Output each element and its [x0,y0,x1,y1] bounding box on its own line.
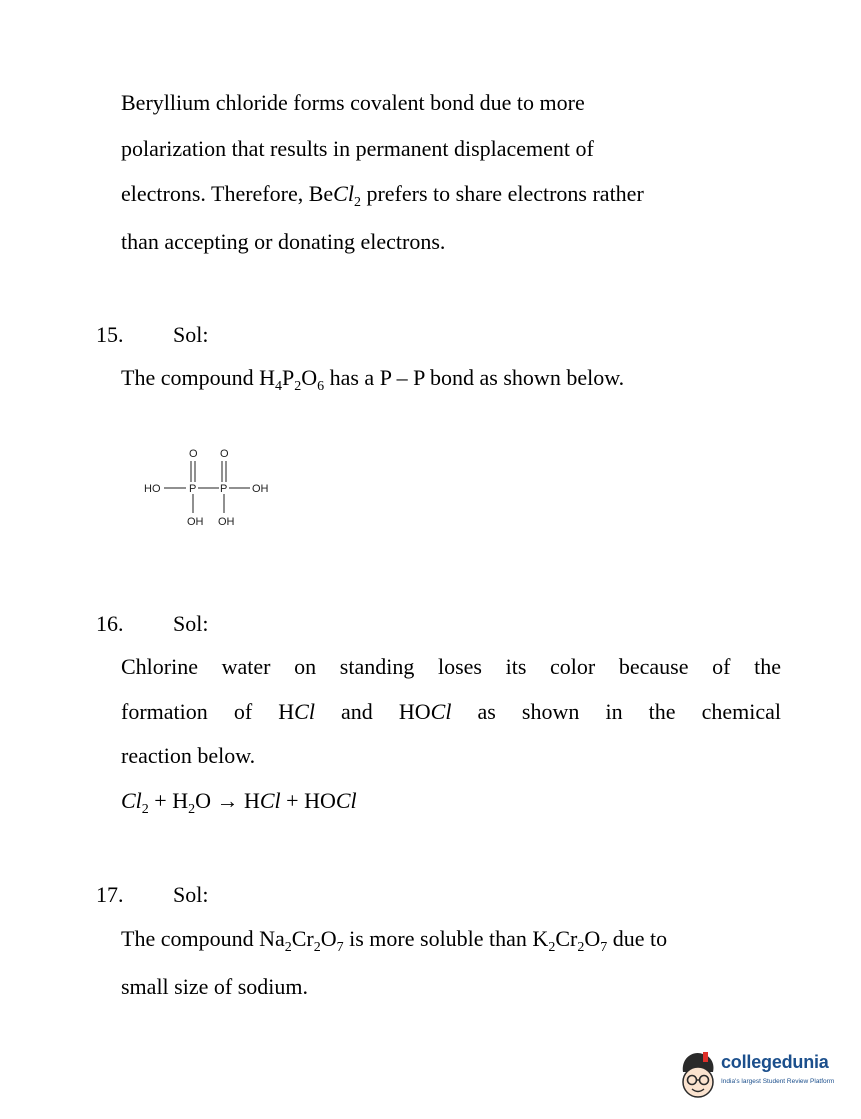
eq-plus-h: + H [148,788,189,813]
q16-line-2-pre: formation of H [121,699,295,724]
intro-line-3 [121,181,785,210]
q17-sub-3: 7 [336,940,344,955]
logo-tagline: India's largest Student Review Platform [721,1078,835,1085]
q16-line-2-cl2: Cl [430,699,452,724]
q15-sub-3: 6 [317,379,325,394]
mascot-icon [677,1048,719,1108]
eq-plus-ho: + HO [280,788,336,813]
q16-number: 16. [96,611,124,636]
q15-p: P [281,365,295,390]
q17-pre: The compound Na [121,926,285,951]
q17-sub-1: 2 [284,940,292,955]
q17-sub-6: 7 [600,940,608,955]
collegedunia-logo[interactable] [677,1046,857,1110]
q16-line-3: reaction below. [121,743,256,768]
structure-oh-right: OH [252,483,269,495]
eq-cl-2: Cl [259,788,281,813]
q16-line-2-cl1: Cl [294,699,315,724]
q17-mid: is more soluble than K [343,926,549,951]
q15-number: 15. [96,322,124,347]
q17-sub-5: 2 [577,940,585,955]
q17-line-1 [121,926,785,955]
logo-name: collegedunia [721,1052,829,1072]
q16-line-2-post: as shown in the chemical [451,699,781,724]
q17-sub-2: 2 [313,940,321,955]
q16-sol: Sol: [173,611,209,636]
structure-oh-1: OH [187,516,204,528]
q17-cr-1: Cr [291,926,314,951]
structure-o2: O [220,448,229,460]
h4p2o6-structure [142,445,282,535]
q17-line-2: small size of sodium. [121,974,308,999]
intro-line-1: Beryllium chloride forms covalent bond due to more [121,90,585,115]
structure-p2: P [220,483,228,495]
q17-sol: Sol: [173,882,209,907]
q15-text-post: has a P – P bond as shown below. [324,365,625,390]
q15-sub-1: 4 [274,379,282,394]
q15-sub-2: 2 [294,379,302,394]
intro-line-2: polarization that results in permanent displacement of [121,136,594,161]
intro-line-4: than accepting or donating electrons. [121,229,446,254]
q15-text [121,365,785,394]
q17-o-2: O [584,926,601,951]
eq-cl-sub: 2 [141,802,149,817]
q16-equation [121,788,785,817]
structure-p1: P [189,483,197,495]
eq-cl: Cl [121,788,142,813]
intro-line-3-post: prefers to share electrons rather [360,181,644,206]
q15-text-pre: The compound H [121,365,275,390]
q15-sol: Sol: [173,322,209,347]
q16-line-1: Chlorine water on standing loses its color because of the [121,654,781,679]
q17-number: 17. [96,882,124,907]
q17-cr-2: Cr [555,926,578,951]
structure-o1: O [189,448,198,460]
intro-line-3-cl: Cl [333,181,354,206]
q15-o: O [301,365,318,390]
q16-line-2-mid: and HO [314,699,431,724]
structure-oh-2: OH [218,516,235,528]
structure-ho: HO [144,483,161,495]
q17-post: due to [607,926,668,951]
intro-line-3-pre: electrons. Therefore, Be [121,181,334,206]
eq-arrow: O → H [195,788,260,813]
intro-line-3-sub: 2 [353,195,361,210]
q17-sub-4: 2 [548,940,556,955]
q17-o-1: O [320,926,337,951]
q16-line-2 [121,701,781,723]
eq-cl-3: Cl [335,788,357,813]
eq-h2o-sub: 2 [188,802,196,817]
